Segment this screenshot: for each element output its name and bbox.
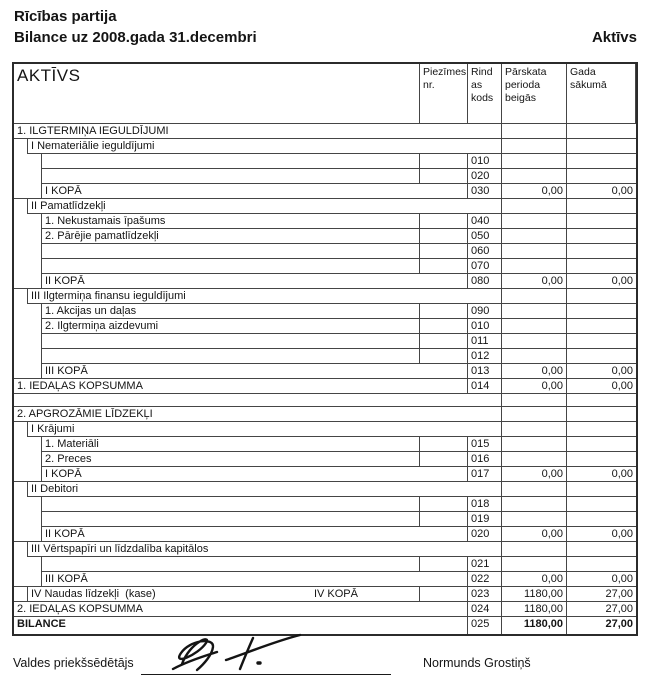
value-year-start-cell: [567, 422, 636, 437]
row-code-cell: 010: [468, 319, 502, 334]
value-period-end-cell: 0,00: [502, 364, 567, 379]
spacer: [156, 587, 314, 601]
table-row: [14, 572, 636, 587]
notes-cell: [420, 229, 468, 244]
row-code-cell: 023: [468, 587, 502, 602]
row-label-cell: [42, 349, 420, 364]
notes-cell: [420, 169, 468, 184]
value-year-start-cell: 0,00: [567, 527, 636, 542]
row-code-cell: 012: [468, 349, 502, 364]
row-label-cell: BILANCE: [14, 617, 468, 634]
value-period-end-cell: 0,00: [502, 184, 567, 199]
indent-spacer-cell: [14, 527, 42, 542]
notes-cell: [420, 437, 468, 452]
table-row: [14, 124, 636, 139]
notes-cell: [420, 497, 468, 512]
value-year-start-cell: [567, 199, 636, 214]
value-period-end-cell: [502, 407, 567, 422]
notes-cell: [420, 259, 468, 274]
notes-cell: [420, 512, 468, 527]
indent-spacer-cell: [14, 229, 42, 244]
section-label-cell: I Krājumi: [28, 422, 502, 437]
value-period-end-cell: [502, 334, 567, 349]
row-code-cell: 018: [468, 497, 502, 512]
row-code-cell: 040: [468, 214, 502, 229]
row-label-cell: I KOPĀ: [42, 467, 468, 482]
value-year-start-cell: [567, 512, 636, 527]
row-label-cell: III KOPĀ: [42, 572, 468, 587]
table-row: [14, 602, 636, 617]
table-row: [14, 319, 636, 334]
value-period-end-cell: 1180,00: [502, 587, 567, 602]
row-code-cell: 010: [468, 154, 502, 169]
table-row: [14, 214, 636, 229]
value-period-end-cell: [502, 289, 567, 304]
row-code-cell: 014: [468, 379, 502, 394]
notes-cell: [420, 587, 468, 602]
section-label-cell: I Nemateriālie ieguldījumi: [28, 139, 502, 154]
notes-cell: [420, 349, 468, 364]
indent-spacer-cell: [14, 274, 42, 289]
value-year-start-cell: [567, 289, 636, 304]
row-code-cell: 017: [468, 467, 502, 482]
indent-spacer-cell: [14, 452, 42, 467]
gap-cell: [14, 394, 502, 407]
table-row: [14, 407, 636, 422]
side-label-aktivs: Aktīvs: [591, 29, 637, 46]
table-row: [14, 289, 636, 304]
value-period-end-cell: [502, 452, 567, 467]
value-period-end-cell: [502, 422, 567, 437]
value-year-start-cell: 0,00: [567, 274, 636, 289]
value-year-start-cell: [567, 452, 636, 467]
table-row: [14, 184, 636, 199]
header-period-end: Pārskata perioda beigās: [502, 64, 567, 124]
table-row: [14, 139, 636, 154]
row-label-cell: [42, 334, 420, 349]
table-row: [14, 379, 636, 394]
value-period-end-cell: [502, 437, 567, 452]
table-row: [14, 154, 636, 169]
value-period-end-cell: [502, 154, 567, 169]
table-row: [14, 334, 636, 349]
row-code-cell: 013: [468, 364, 502, 379]
table-row: [14, 169, 636, 184]
value-year-start-cell: [567, 349, 636, 364]
section-label-cell: II Debitori: [28, 482, 502, 497]
row-label-cell: 1. Nekustamais īpašums: [42, 214, 420, 229]
table-row: [14, 497, 636, 512]
value-year-start-cell: [567, 482, 636, 497]
value-year-start-cell: 0,00: [567, 379, 636, 394]
indent-spacer-cell: [14, 512, 42, 527]
header-row-code: Rind as kods: [468, 64, 502, 124]
value-period-end-cell: [502, 349, 567, 364]
row-code-cell: 011: [468, 334, 502, 349]
row-code-cell: 022: [468, 572, 502, 587]
table-body: [14, 124, 636, 634]
doc-title: Bilance uz 2008.gada 31.decembri: [14, 29, 257, 46]
value-year-start-cell: [567, 319, 636, 334]
table-row: [14, 617, 636, 634]
indent-spacer-cell: [14, 572, 42, 587]
indent-spacer-cell: [14, 139, 28, 154]
section-label-cell: 2. APGROZĀMIE LĪDZEKĻI: [14, 407, 502, 422]
row-label-cell: [28, 587, 420, 602]
notes-cell: [420, 334, 468, 349]
row-code-cell: 024: [468, 602, 502, 617]
value-year-start-cell: 0,00: [567, 467, 636, 482]
header-year-start: Gada sākumā: [567, 64, 636, 124]
row-code-cell: 070: [468, 259, 502, 274]
indent-spacer-cell: [14, 557, 42, 572]
value-year-start-cell: [567, 407, 636, 422]
indent-spacer-cell: [14, 497, 42, 512]
table-row: [14, 557, 636, 572]
value-period-end-cell: [502, 542, 567, 557]
indent-spacer-cell: [14, 214, 42, 229]
balance-table: [12, 62, 638, 636]
table-row: [14, 422, 636, 437]
row-label-cell: [42, 169, 420, 184]
cash-label: IV Naudas līdzekļi (kase): [31, 588, 156, 600]
value-year-start-cell: 27,00: [567, 587, 636, 602]
row-label-cell: 1. Akcijas un daļas: [42, 304, 420, 319]
value-period-end-cell: 0,00: [502, 467, 567, 482]
table-row: [14, 452, 636, 467]
value-year-start-cell: [567, 139, 636, 154]
value-year-start-cell: 27,00: [605, 618, 633, 630]
notes-cell: [420, 452, 468, 467]
table-row: [14, 244, 636, 259]
value-period-end-cell: 1180,00: [502, 617, 567, 634]
value-period-end-cell: [502, 229, 567, 244]
value-period-end-cell: [502, 304, 567, 319]
row-label-cell: 2. Ilgtermiņa aizdevumi: [42, 319, 420, 334]
row-label-cell: [42, 557, 420, 572]
value-period-end-cell: [502, 482, 567, 497]
value-year-start-cell: [567, 497, 636, 512]
table-row: [14, 394, 636, 407]
cash-total-label: IV KOPĀ: [313, 588, 358, 600]
value-period-end-cell: [502, 244, 567, 259]
row-label-cell: [42, 154, 420, 169]
section-label-cell: III Vērtspapīri un līdzdalība kapitālos: [28, 542, 502, 557]
section-label-cell: III Ilgtermiņa finansu ieguldījumi: [28, 289, 502, 304]
signer-name: Normunds Grostiņš: [423, 656, 531, 670]
notes-cell: [420, 244, 468, 259]
value-period-end-cell: [502, 259, 567, 274]
row-label-cell: [42, 497, 420, 512]
value-year-start-cell: [567, 154, 636, 169]
row-label-cell: 2. IEDAĻAS KOPSUMMA: [14, 602, 468, 617]
row-code-cell: 030: [468, 184, 502, 199]
indent-spacer-cell: [14, 244, 42, 259]
table-row: [14, 467, 636, 482]
value-year-start-cell: [567, 334, 636, 349]
gap-cell: [502, 394, 567, 407]
indent-spacer-cell: [14, 542, 28, 557]
row-code-cell: 060: [468, 244, 502, 259]
notes-cell: [420, 214, 468, 229]
row-label-cell: 2. Pārējie pamatlīdzekļi: [42, 229, 420, 244]
value-period-end-cell: 0,00: [502, 527, 567, 542]
indent-spacer-cell: [14, 259, 42, 274]
value-year-start-cell: [567, 244, 636, 259]
row-code-cell: 015: [468, 437, 502, 452]
row-code-cell: 020: [468, 169, 502, 184]
table-row: [14, 527, 636, 542]
value-year-start-cell: 0,00: [567, 184, 636, 199]
table-row: [14, 482, 636, 497]
indent-spacer-cell: [14, 154, 42, 169]
table-row: [14, 304, 636, 319]
indent-spacer-cell: [14, 304, 42, 319]
value-period-end-cell: 0,00: [502, 379, 567, 394]
table-row: [14, 259, 636, 274]
value-period-end-cell: [502, 169, 567, 184]
table-row: [14, 437, 636, 452]
row-label-cell: 1. Materiāli: [42, 437, 420, 452]
row-label-cell: 1. IEDAĻAS KOPSUMMA: [14, 379, 468, 394]
org-name: Rīcības partija: [14, 8, 117, 25]
value-period-end-cell: [502, 124, 567, 139]
section-label-cell: 1. ILGTERMIŅA IEGULDĪJUMI: [14, 124, 502, 139]
value-period-end-cell: [502, 497, 567, 512]
value-period-end-cell: 0,00: [502, 572, 567, 587]
value-period-end-cell: [502, 557, 567, 572]
indent-spacer-cell: [14, 184, 42, 199]
row-label-cell: 2. Preces: [42, 452, 420, 467]
row-label-cell: [42, 244, 420, 259]
value-period-end-cell: [502, 199, 567, 214]
table-row: [14, 199, 636, 214]
section-label-cell: II Pamatlīdzekļi: [28, 199, 502, 214]
row-code-cell: 020: [468, 527, 502, 542]
header-aktivs: AKTĪVS: [14, 64, 420, 124]
row-label-cell: II KOPĀ: [42, 274, 468, 289]
notes-cell: [420, 319, 468, 334]
value-year-start-cell: [567, 542, 636, 557]
indent-spacer-cell: [14, 587, 28, 602]
value-year-start-cell: [567, 214, 636, 229]
signature-role-label: Valdes priekšsēdētājs: [13, 656, 134, 670]
header-notes-nr: Piezīmes nr.: [420, 64, 468, 124]
row-code-cell: 050: [468, 229, 502, 244]
row-label-cell: II KOPĀ: [42, 527, 468, 542]
indent-spacer-cell: [14, 334, 42, 349]
gap-cell: [567, 394, 636, 407]
indent-spacer-cell: [14, 289, 28, 304]
value-period-end-cell: [502, 139, 567, 154]
table-row: [14, 274, 636, 289]
table-row: [14, 587, 636, 602]
row-code-cell: 090: [468, 304, 502, 319]
value-year-start-cell: [567, 169, 636, 184]
value-period-end-cell: [502, 319, 567, 334]
row-code-cell: 021: [468, 557, 502, 572]
value-year-start-cell: [567, 304, 636, 319]
value-year-start-cell: 0,00: [567, 364, 636, 379]
value-period-end-cell: [502, 512, 567, 527]
indent-spacer-cell: [14, 422, 28, 437]
value-year-start-cell: [567, 437, 636, 452]
handwritten-signature-icon: [160, 628, 305, 676]
indent-spacer-cell: [14, 437, 42, 452]
table-row: [14, 229, 636, 244]
indent-spacer-cell: [14, 364, 42, 379]
signature-block: [0, 646, 645, 689]
notes-cell: [420, 154, 468, 169]
row-code-cell: 025: [468, 617, 502, 634]
indent-spacer-cell: [14, 169, 42, 184]
row-code-cell: 019: [468, 512, 502, 527]
indent-spacer-cell: [14, 319, 42, 334]
value-year-start-cell: [567, 259, 636, 274]
indent-spacer-cell: [14, 199, 28, 214]
notes-cell: [420, 557, 468, 572]
indent-spacer-cell: [14, 482, 28, 497]
indent-spacer-cell: [14, 349, 42, 364]
row-label-cell: I KOPĀ: [42, 184, 468, 199]
value-year-start-cell: [567, 229, 636, 244]
table-row: [14, 512, 636, 527]
row-label-cell: III KOPĀ: [42, 364, 468, 379]
row-label-cell: [42, 512, 420, 527]
value-period-end-cell: 0,00: [502, 274, 567, 289]
indent-spacer-cell: [14, 467, 42, 482]
table-row: [14, 364, 636, 379]
value-year-start-cell: 0,00: [567, 572, 636, 587]
notes-cell: [420, 304, 468, 319]
row-label-cell: [42, 259, 420, 274]
value-period-end-cell: [502, 214, 567, 229]
value-year-start-cell: 27,00: [567, 602, 636, 617]
table-header-row: [14, 64, 636, 124]
value-period-end-cell: 1180,00: [502, 602, 567, 617]
row-code-cell: 016: [468, 452, 502, 467]
row-code-cell: 080: [468, 274, 502, 289]
table-row: [14, 542, 636, 557]
value-year-start-cell: [567, 124, 636, 139]
table-row: [14, 349, 636, 364]
value-year-start-cell: [567, 557, 636, 572]
